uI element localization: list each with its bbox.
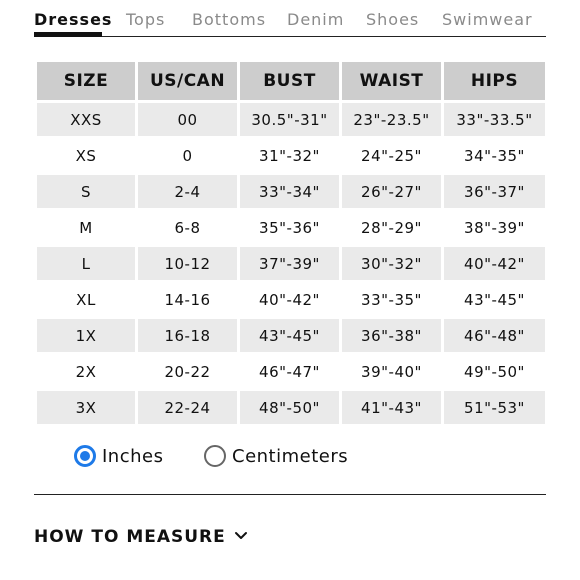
us-can-cell: 0 [182,146,193,165]
size-cell: 3X [37,391,135,424]
us-can-cell: 20-22 [164,362,211,381]
table-row [37,103,545,136]
tab-shoes[interactable]: Shoes [366,10,420,29]
active-tab-indicator [34,32,102,37]
tab-denim[interactable]: Denim [287,10,345,29]
size-cell: 2X [75,362,97,381]
hips-cell: 43"-45" [464,290,525,309]
column-header-us-can: US/CAN [138,62,237,100]
how-to-measure-title: HOW TO MEASURE [34,527,226,547]
bust-cell: 43"-45" [240,319,339,352]
us-can-cell: 00 [138,103,237,136]
inches-label: Inches [102,446,164,467]
how-to-measure-toggle[interactable] [34,527,226,551]
tab-tops[interactable]: Tops [126,10,166,29]
table-row [37,139,545,172]
us-can-cell: 22-24 [138,391,237,424]
hips-cell: 40"-42" [444,247,545,280]
bust-cell: 40"-42" [259,290,320,309]
waist-cell: 33"-35" [361,290,422,309]
bust-cell: 46"-47" [259,362,320,381]
table-row [37,319,545,352]
hips-cell: 46"-48" [444,319,545,352]
us-can-cell: 10-12 [138,247,237,280]
us-can-cell: 2-4 [138,175,237,208]
waist-cell: 30"-32" [342,247,441,280]
column-header-hips: HIPS [444,62,545,100]
table-row [37,283,545,316]
chevron-down-icon[interactable] [234,531,248,541]
us-can-cell: 6-8 [174,218,201,237]
hips-cell: 49"-50" [464,362,525,381]
table-row [37,211,545,244]
waist-cell: 39"-40" [361,362,422,381]
waist-cell: 28"-29" [361,218,422,237]
size-chart-table [34,59,548,427]
table-row [37,355,545,388]
table-row [37,175,545,208]
tab-bottoms[interactable]: Bottoms [192,10,267,29]
hips-cell: 51"-53" [444,391,545,424]
column-header-waist: WAIST [342,62,441,100]
hips-cell: 38"-39" [464,218,525,237]
table-row [37,247,545,280]
waist-cell: 36"-38" [342,319,441,352]
section-divider [34,494,546,495]
us-can-cell: 14-16 [164,290,211,309]
table-header-row [37,62,545,100]
bust-cell: 37"-39" [240,247,339,280]
table-row [37,391,545,424]
waist-cell: 26"-27" [342,175,441,208]
tab-dresses[interactable]: Dresses [34,10,113,29]
centimeters-radio[interactable] [204,445,226,467]
bust-cell: 31"-32" [259,146,320,165]
column-header-size: SIZE [37,62,135,100]
size-cell: XL [76,290,96,309]
size-cell: XXS [37,103,135,136]
size-cell: M [79,218,93,237]
bust-cell: 48"-50" [240,391,339,424]
centimeters-label: Centimeters [232,446,349,467]
us-can-cell: 16-18 [138,319,237,352]
tab-swimwear[interactable]: Swimwear [442,10,533,29]
inches-radio[interactable] [74,445,96,467]
category-tabs [34,8,546,37]
size-cell: 1X [37,319,135,352]
waist-cell: 41"-43" [342,391,441,424]
waist-cell: 23"-23.5" [342,103,441,136]
bust-cell: 33"-34" [240,175,339,208]
bust-cell: 30.5"-31" [240,103,339,136]
bust-cell: 35"-36" [259,218,320,237]
hips-cell: 33"-33.5" [444,103,545,136]
hips-cell: 36"-37" [444,175,545,208]
size-cell: XS [75,146,97,165]
size-cell: S [37,175,135,208]
size-cell: L [37,247,135,280]
hips-cell: 34"-35" [464,146,525,165]
column-header-bust: BUST [240,62,339,100]
waist-cell: 24"-25" [361,146,422,165]
